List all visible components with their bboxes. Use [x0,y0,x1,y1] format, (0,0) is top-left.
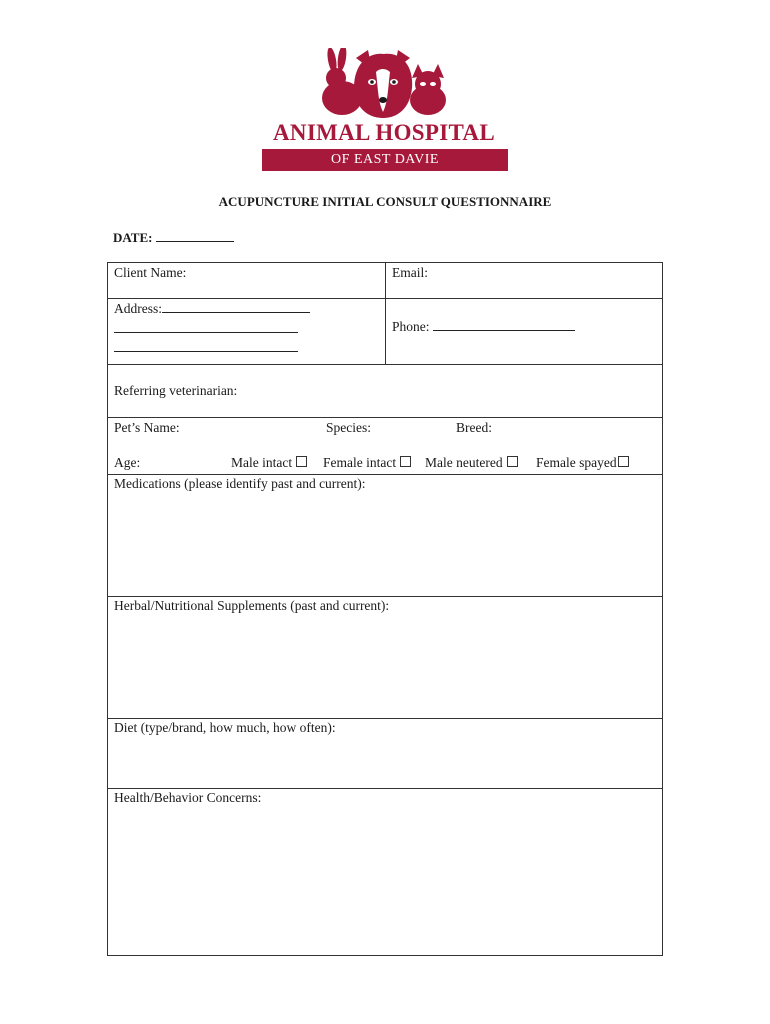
sex-option-label: Female spayed [536,455,617,470]
sex-option-label: Female intact [323,455,397,470]
address-line-3[interactable] [114,350,298,352]
logo-subtitle: OF EAST DAVIE [262,149,508,171]
row-divider [108,474,662,475]
sex-option-label: Male intact [231,455,293,470]
questionnaire-table [107,262,663,956]
female-spayed-checkbox[interactable] [618,456,629,467]
phone-input-line[interactable] [433,329,575,331]
concerns-label: Health/Behavior Concerns: [114,790,262,805]
sex-option-label: Male neutered [425,455,503,470]
sex-option-male-intact[interactable] [231,455,307,471]
address-field [114,301,310,317]
sex-option-male-neutered[interactable] [425,455,518,471]
female-intact-checkbox[interactable] [400,456,411,467]
medications-label: Medications (please identify past and current): [114,476,366,491]
male-intact-checkbox[interactable] [296,456,307,467]
animals-logo-icon [258,48,510,120]
sex-option-female-intact[interactable] [323,455,411,471]
email-label: Email: [392,265,428,280]
address-line-1[interactable] [162,311,310,313]
date-field [113,230,234,246]
row-divider [108,718,662,719]
referring-vet-label: Referring veterinarian: [114,383,238,398]
row-divider [108,417,662,418]
hospital-logo [258,48,510,176]
phone-label: Phone: [392,319,430,334]
address-line-2[interactable] [114,331,298,333]
supplements-label: Herbal/Nutritional Supplements (past and current): [114,598,390,613]
male-neutered-checkbox[interactable] [507,456,518,467]
breed-label: Breed: [456,420,492,435]
row-divider [108,788,662,789]
diet-label: Diet (type/brand, how much, how often): [114,720,336,735]
phone-field [392,319,575,335]
client-name-label: Client Name: [114,265,187,280]
row-divider [108,596,662,597]
sex-option-female-spayed[interactable] [536,455,629,471]
address-label: Address: [114,301,162,316]
species-label: Species: [326,420,371,435]
date-input-line[interactable] [156,240,234,242]
column-divider [385,263,386,364]
row-divider [108,364,662,365]
age-label: Age: [114,455,141,470]
logo-name: ANIMAL HOSPITAL [273,120,495,145]
date-label: DATE: [113,230,153,245]
form-title: ACUPUNCTURE INITIAL CONSULT QUESTIONNAIRE [218,194,552,209]
pet-name-label: Pet’s Name: [114,420,180,435]
